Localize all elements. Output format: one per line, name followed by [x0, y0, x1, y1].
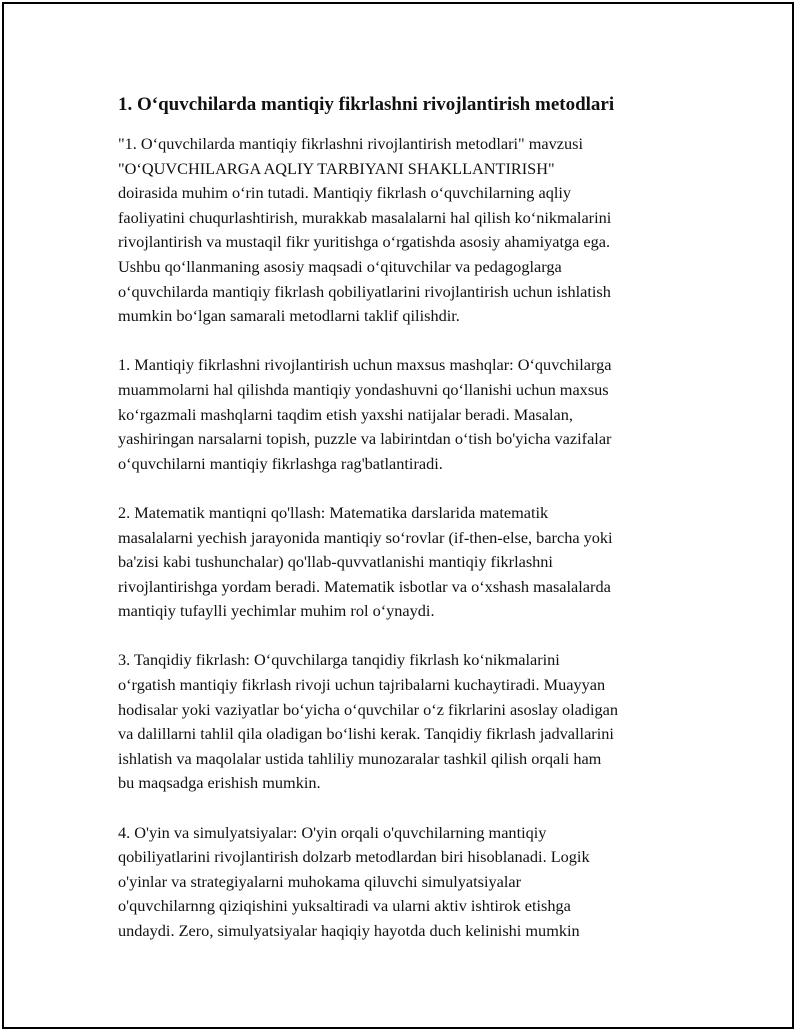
paragraph-line: o‘quvchilarni mantiqiy fikrlashga rag'batlantiradi. [118, 453, 443, 473]
paragraph-line: rivojlantirishga yordam beradi. Matematik isbotlar va o‘xshash masalalarda [118, 576, 611, 596]
paragraph-line: qobiliyatlarini rivojlantirish dolzarb metodlardan biri hisoblanadi. Logik [118, 847, 590, 867]
paragraph-line: 4. O'yin va simulyatsiyalar: O'yin orqali o'quvchilarning mantiqiy [118, 822, 547, 842]
paragraph-line: mumkin bo‘lgan samarali metodlarni taklif qilishdir. [118, 306, 460, 326]
section-heading: 1. O‘quvchilarda mantiqiy fikrlashni rivojlantirish metodlari [118, 94, 615, 115]
paragraph-line: o'quvchilarnng qiziqishini yuksaltiradi va ularni aktiv ishtirok etishga [118, 896, 571, 916]
paragraph-line: ba'zisi kabi tushunchalar) qo'llab-quvvatlanishi mantiqiy fikrlashni [118, 552, 553, 572]
paragraph-line: bu maqsadga erishish mumkin. [118, 773, 321, 793]
intro-paragraph [118, 132, 688, 329]
paragraph-line: 3. Tanqidiy fikrlash: O‘quvchilarga tanqidiy fikrlash ko‘nikmalarini [118, 650, 560, 670]
paragraph-line: "O‘QUVCHILARGA AQLIY TARBIYANI SHAKLLANTIRISH" [118, 158, 555, 178]
paragraph-line: muammolarni hal qilishda mantiqiy yondashuvni qo‘llanishi uchun maxsus [118, 379, 609, 399]
paragraph-line: 1. Mantiqiy fikrlashni rivojlantirish uchun maxsus mashqlar: O‘quvchilarga [118, 355, 612, 375]
paragraph-line: o'yinlar va strategiyalarni muhokama qiluvchi simulyatsiyalar [118, 871, 522, 891]
paragraph-line: "1. O‘quvchilarda mantiqiy fikrlashni rivojlantirish metodlari" mavzusi [118, 134, 583, 153]
method-2-paragraph [118, 501, 688, 624]
paragraph-line: va dalillarni tahlil qila oladigan bo‘lishi kerak. Tanqidiy fikrlash jadvallarini [118, 724, 614, 744]
paragraph-line: ko‘rgazmali mashqlarni taqdim etish yaxshi natijalar beradi. Masalan, [118, 404, 573, 424]
document-body [118, 92, 688, 968]
paragraph-line: o‘quvchilarda mantiqiy fikrlash qobiliyatlarini rivojlantirish uchun ishlatish [118, 281, 611, 301]
paragraph-line: undaydi. Zero, simulyatsiyalar haqiqiy hayotda duch kelinishi mumkin [118, 921, 580, 940]
paragraph-line: Ushbu qo‘llanmaning asosiy maqsadi o‘qituvchilar va pedagoglarga [118, 256, 562, 276]
paragraph-line: hodisalar yoki vaziyatlar bo‘yicha o‘quvchilar o‘z fikrlarini asoslay oladigan [118, 699, 619, 719]
paragraph-line: mantiqiy tufaylli yechimlar muhim rol o‘ynaydi. [118, 601, 435, 621]
method-1-paragraph [118, 353, 688, 476]
method-3-paragraph [118, 648, 688, 796]
paragraph-line: masalalarni yechish jarayonida mantiqiy so‘rovlar (if-then-else, barcha yoki [118, 527, 613, 547]
paragraph-line: rivojlantirish va mustaqil fikr yuritishga o‘rgatishda asosiy ahamiyatga ega. [118, 232, 611, 252]
paragraph-line: 2. Matematik mantiqni qo'llash: Matematika darslarida matematik [118, 502, 549, 522]
paragraph-line: doirasida muhim o‘rin tutadi. Mantiqiy fikrlash o‘quvchilarning aqliy [118, 183, 572, 203]
method-4-paragraph [118, 821, 688, 944]
paragraph-line: faoliyatini chuqurlashtirish, murakkab masalalarni hal qilish ko‘nikmalarini [118, 207, 612, 227]
paragraph-line: yashiringan narsalarni topish, puzzle va labirintdan o‘tish bo'yicha vazifalar [118, 429, 612, 449]
paragraph-line: o‘rgatish mantiqiy fikrlash rivoji uchun tajribalarni kuchaytiradi. Muayyan [118, 675, 606, 695]
paragraph-line: ishlatish va maqolalar ustida tahliliy munozaralar tashkil qilish orqali ham [118, 748, 602, 768]
